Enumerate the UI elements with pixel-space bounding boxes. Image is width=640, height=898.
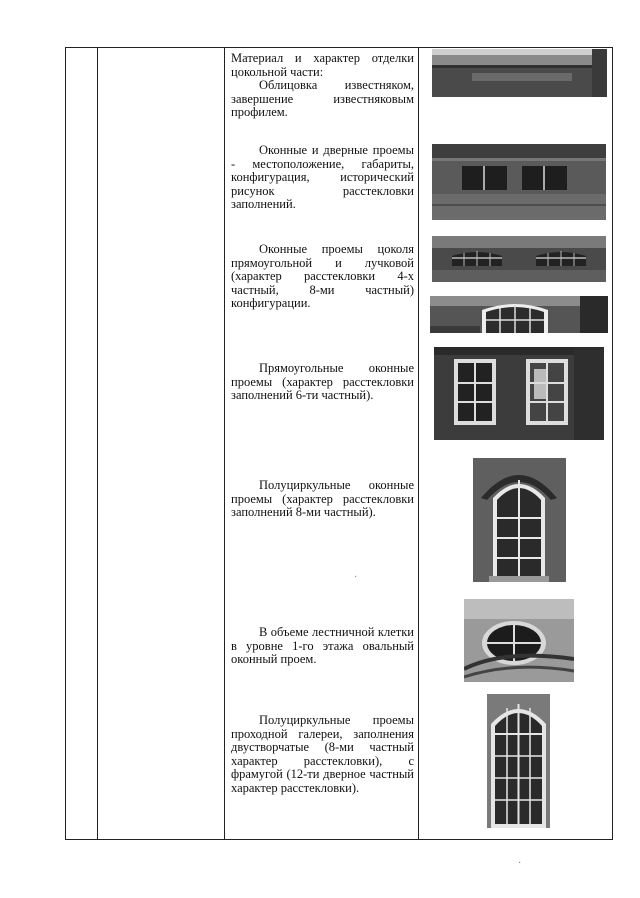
row-6-text	[231, 626, 414, 667]
oval-window-photo	[464, 599, 574, 682]
row-6-line-1: В объеме лестничной клетки в уровне 1-го этажа овальный оконный проем.	[231, 625, 414, 667]
row-2-line-1: Оконные и дверные проемы - местоположение, габариты, конфигурация, исторический рисунок расстекловки заполнений.	[231, 143, 414, 212]
col-border-2	[97, 47, 98, 840]
scan-speck-2: ·	[518, 858, 522, 869]
plinth-limestone-photo	[432, 49, 607, 97]
row-3-text	[231, 243, 414, 311]
row-1-text	[231, 52, 414, 120]
col-border-4	[418, 47, 419, 840]
row-7-text	[231, 714, 414, 796]
scan-speck-1: ·	[354, 572, 358, 583]
basement-windows-photo-top	[432, 236, 606, 282]
basement-windows-photo-bottom	[430, 296, 608, 333]
rectangular-windows-photo	[434, 347, 604, 440]
row-7-line-1: Полуциркульные проемы проходной галереи, заполнения двустворчатые (8-ми частный характер расстекловки), с фрамугой (12-ти дверное частный характер расстекловки).	[231, 713, 414, 795]
row-4-line-1: Прямоугольные оконные проемы (характер расстекловки заполнений 6-ти частный).	[231, 361, 414, 403]
row-1-line-1: Материал и характер отделки цокольной части:	[231, 51, 414, 79]
plinth-windows-photo	[432, 144, 606, 220]
row-5-line-1: Полуциркульные оконные проемы (характер расстекловки заполнений 8-ми частный).	[231, 478, 414, 520]
row-1-line-2: Облицовка известняком, завершение известняковым профилем.	[231, 78, 414, 120]
row-5-text	[231, 479, 414, 520]
row-4-text	[231, 362, 414, 403]
semicircular-window-photo	[473, 458, 566, 582]
col-border-3	[224, 47, 225, 840]
row-3-line-1: Оконные проемы цоколя прямоугольной и лучковой (характер расстекловки 4-х частный, 8-ми частный) конфигурации.	[231, 242, 414, 311]
table-top-border	[65, 47, 613, 48]
table-bottom-border	[65, 839, 613, 840]
gallery-door-photo	[487, 694, 550, 828]
col-border-5	[612, 47, 613, 840]
col-border-1	[65, 47, 66, 840]
row-2-text	[231, 144, 414, 212]
